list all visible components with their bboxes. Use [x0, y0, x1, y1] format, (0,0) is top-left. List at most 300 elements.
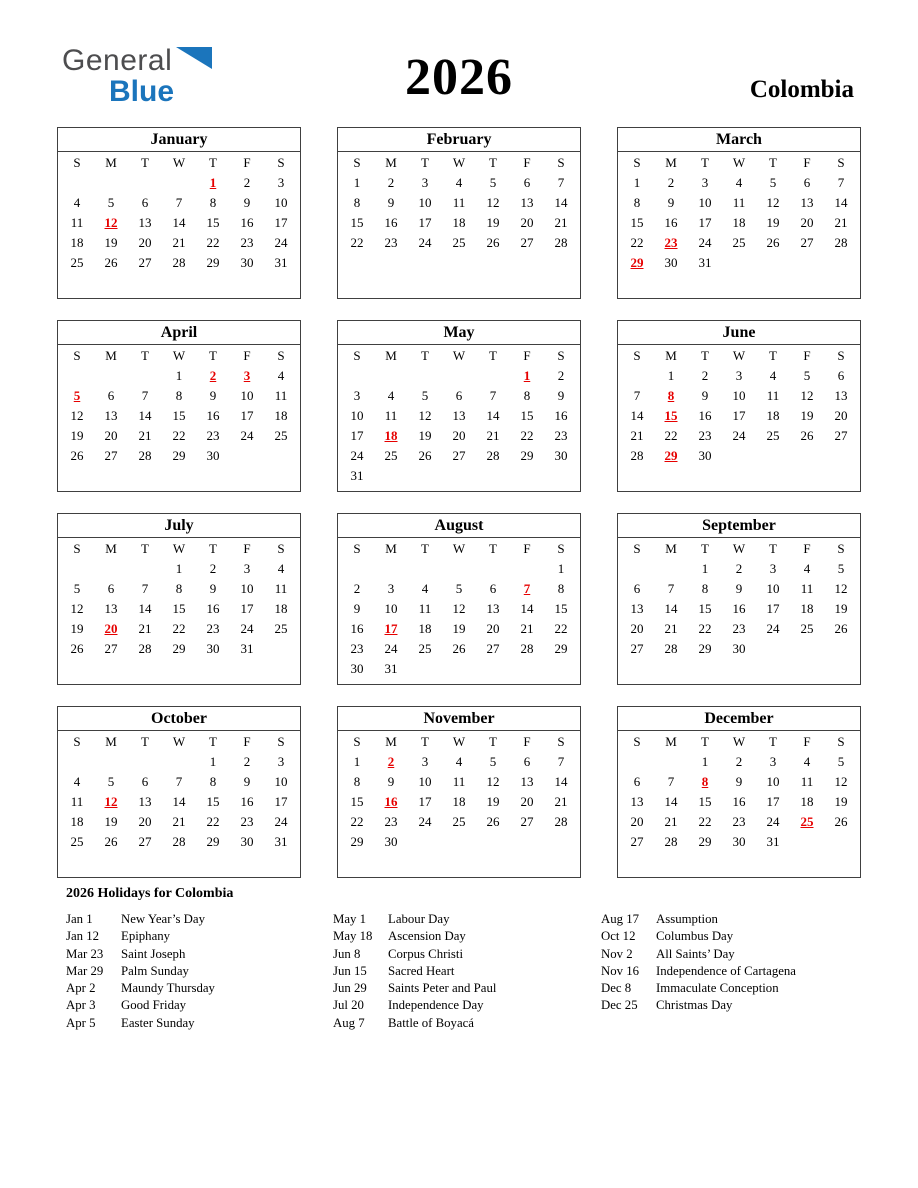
day-cell: 24	[418, 235, 432, 250]
day-cell: 30	[206, 448, 220, 463]
month-title: March	[618, 128, 860, 152]
day-cell: 21	[664, 814, 678, 829]
weekday-header: M	[385, 155, 397, 170]
day-cell: 23	[206, 621, 220, 636]
day-cell: 1	[633, 175, 641, 190]
day-cell: 22	[350, 814, 364, 829]
weekday-header: S	[557, 348, 565, 363]
day-cell: 28	[664, 834, 678, 849]
day-cell: 17	[274, 794, 288, 809]
day-cell: 13	[138, 215, 152, 230]
weekday-header: W	[732, 155, 746, 170]
month-grid	[58, 538, 300, 659]
day-cell: 21	[172, 814, 186, 829]
day-cell: 9	[701, 388, 709, 403]
day-cell: 28	[172, 255, 186, 270]
weekday-header: T	[209, 734, 217, 749]
weekday-header: T	[701, 348, 709, 363]
day-cell: 19	[70, 428, 84, 443]
weekday-header: S	[353, 541, 361, 556]
holiday-day-cell: 15	[664, 408, 678, 423]
day-cell: 6	[141, 774, 149, 789]
holiday-date: Aug 7	[333, 1015, 365, 1030]
day-cell: 14	[172, 215, 186, 230]
day-cell: 15	[630, 215, 644, 230]
weekday-header: M	[105, 155, 117, 170]
weekday-header: T	[489, 348, 497, 363]
day-cell: 11	[274, 581, 288, 596]
day-cell: 4	[803, 561, 811, 576]
day-cell: 22	[664, 428, 678, 443]
logo-text-general: General	[62, 44, 173, 77]
day-cell: 20	[452, 428, 466, 443]
holiday-day-cell: 5	[73, 388, 81, 403]
day-cell: 8	[523, 388, 531, 403]
day-cell: 13	[138, 794, 152, 809]
holiday-entry	[601, 946, 869, 963]
holiday-entry	[66, 911, 333, 928]
day-cell: 16	[206, 408, 220, 423]
day-cell: 19	[70, 621, 84, 636]
day-cell: 14	[520, 601, 534, 616]
month-grid	[338, 345, 580, 486]
holiday-name: New Year’s Day	[121, 912, 205, 926]
day-cell: 28	[554, 814, 568, 829]
day-cell: 8	[209, 195, 217, 210]
day-cell: 19	[104, 235, 118, 250]
day-cell: 28	[138, 448, 152, 463]
logo-text-blue: Blue	[109, 75, 175, 108]
day-cell: 17	[274, 215, 288, 230]
day-cell: 23	[206, 428, 220, 443]
day-cell: 20	[520, 794, 534, 809]
day-cell: 30	[732, 641, 746, 656]
empty-day-cell	[620, 752, 654, 772]
holiday-date: Mar 23	[66, 946, 104, 961]
weekday-header: S	[277, 155, 285, 170]
holiday-date: May 18	[333, 929, 373, 944]
day-cell: 3	[243, 561, 251, 576]
day-cell: 12	[418, 408, 432, 423]
weekday-header: M	[105, 348, 117, 363]
day-cell: 25	[384, 448, 398, 463]
holiday-date: Jun 29	[333, 981, 367, 996]
day-cell: 26	[800, 428, 814, 443]
holiday-entry	[66, 980, 333, 997]
holiday-date: May 1	[333, 912, 367, 926]
day-cell: 30	[732, 834, 746, 849]
holiday-date: Jun 8	[333, 946, 361, 961]
holiday-day-cell: 29	[630, 255, 644, 270]
day-cell: 14	[664, 794, 678, 809]
day-cell: 30	[384, 834, 398, 849]
day-cell: 6	[141, 195, 149, 210]
weekday-header: W	[452, 541, 466, 556]
day-cell: 9	[387, 195, 395, 210]
day-cell: 7	[667, 774, 675, 789]
day-cell: 27	[138, 834, 152, 849]
day-cell: 1	[209, 754, 217, 769]
day-cell: 11	[732, 195, 746, 210]
day-cell: 25	[766, 428, 780, 443]
day-cell: 21	[172, 235, 186, 250]
day-cell: 20	[630, 814, 644, 829]
day-cell: 29	[698, 641, 712, 656]
weekday-header: W	[172, 155, 186, 170]
empty-day-cell	[128, 366, 162, 386]
weekday-header: T	[769, 541, 777, 556]
holiday-date: Nov 16	[601, 963, 640, 978]
day-cell: 2	[667, 175, 675, 190]
day-cell: 13	[452, 408, 466, 423]
day-cell: 14	[554, 195, 568, 210]
weekday-header: T	[421, 734, 429, 749]
holiday-date: Apr 2	[66, 981, 96, 996]
day-cell: 29	[554, 641, 568, 656]
day-cell: 6	[837, 368, 845, 383]
holidays-section-title: 2026 Holidays for Colombia	[66, 886, 234, 901]
day-cell: 28	[834, 235, 848, 250]
weekday-header: S	[633, 155, 641, 170]
day-cell: 24	[240, 621, 254, 636]
day-cell: 8	[557, 581, 565, 596]
weekday-header: T	[769, 155, 777, 170]
day-cell: 3	[735, 368, 743, 383]
day-cell: 25	[274, 621, 288, 636]
day-cell: 19	[486, 215, 500, 230]
day-cell: 2	[243, 175, 251, 190]
day-cell: 16	[384, 215, 398, 230]
day-cell: 29	[172, 448, 186, 463]
day-cell: 21	[834, 215, 848, 230]
weekday-header: T	[489, 734, 497, 749]
holiday-name: Christmas Day	[656, 998, 733, 1013]
day-cell: 22	[172, 621, 186, 636]
day-cell: 19	[766, 215, 780, 230]
day-cell: 15	[520, 408, 534, 423]
day-cell: 2	[557, 368, 565, 383]
day-cell: 11	[418, 601, 432, 616]
day-cell: 1	[175, 561, 183, 576]
day-cell: 6	[107, 581, 115, 596]
day-cell: 11	[766, 388, 780, 403]
holiday-date: Jul 20	[333, 998, 364, 1013]
month-grid	[58, 345, 300, 466]
holiday-date: Oct 12	[601, 929, 636, 944]
year-title: 2026	[405, 49, 513, 106]
day-cell: 31	[350, 468, 364, 483]
day-cell: 15	[206, 794, 220, 809]
day-cell: 28	[486, 448, 500, 463]
holiday-entry	[333, 1015, 601, 1032]
day-cell: 18	[452, 215, 466, 230]
day-cell: 4	[455, 175, 463, 190]
holiday-date: Jan 12	[66, 929, 100, 944]
day-cell: 10	[418, 195, 432, 210]
month-title: July	[58, 514, 300, 538]
day-cell: 2	[735, 754, 743, 769]
day-cell: 3	[701, 175, 709, 190]
day-cell: 25	[274, 428, 288, 443]
day-cell: 12	[834, 581, 848, 596]
day-cell: 29	[520, 448, 534, 463]
day-cell: 14	[664, 601, 678, 616]
day-cell: 1	[557, 561, 565, 576]
day-cell: 8	[209, 774, 217, 789]
empty-day-cell	[60, 559, 94, 579]
empty-day-cell	[128, 173, 162, 193]
day-cell: 21	[520, 621, 534, 636]
weekday-header: W	[732, 541, 746, 556]
day-cell: 31	[766, 834, 780, 849]
day-cell: 14	[630, 408, 644, 423]
empty-day-cell	[94, 366, 128, 386]
day-cell: 23	[350, 641, 364, 656]
holiday-date: Mar 29	[66, 963, 104, 978]
day-cell: 15	[698, 794, 712, 809]
day-cell: 19	[800, 408, 814, 423]
weekday-header: M	[105, 541, 117, 556]
day-cell: 6	[523, 754, 531, 769]
day-cell: 26	[70, 641, 84, 656]
holiday-name: Ascension Day	[388, 929, 466, 944]
day-cell: 8	[175, 581, 183, 596]
holiday-entry	[66, 963, 333, 980]
day-cell: 7	[141, 581, 149, 596]
month-july	[57, 513, 301, 685]
month-december	[617, 706, 861, 878]
day-cell: 16	[732, 601, 746, 616]
weekday-header: S	[353, 348, 361, 363]
day-cell: 12	[486, 195, 500, 210]
holiday-entry	[333, 980, 601, 997]
holiday-entry	[333, 946, 601, 963]
day-cell: 20	[800, 215, 814, 230]
day-cell: 9	[667, 195, 675, 210]
day-cell: 21	[664, 621, 678, 636]
holiday-day-cell: 8	[667, 388, 675, 403]
day-cell: 18	[70, 235, 84, 250]
day-cell: 26	[766, 235, 780, 250]
holiday-day-cell: 25	[800, 814, 814, 829]
day-cell: 16	[554, 408, 568, 423]
weekday-header: S	[837, 155, 845, 170]
holiday-name: Battle of Boyacá	[388, 1015, 474, 1030]
day-cell: 4	[73, 774, 81, 789]
holiday-column-1	[66, 911, 333, 1032]
day-cell: 10	[240, 388, 254, 403]
empty-day-cell	[162, 173, 196, 193]
weekday-header: T	[141, 155, 149, 170]
day-cell: 3	[769, 754, 777, 769]
day-cell: 31	[384, 661, 398, 676]
day-cell: 24	[240, 428, 254, 443]
day-cell: 18	[800, 601, 814, 616]
day-cell: 12	[70, 408, 84, 423]
holiday-day-cell: 23	[664, 235, 678, 250]
month-title: December	[618, 707, 860, 731]
day-cell: 18	[274, 601, 288, 616]
weekday-header: S	[353, 734, 361, 749]
day-cell: 27	[104, 448, 118, 463]
weekday-header: T	[209, 348, 217, 363]
day-cell: 13	[104, 408, 118, 423]
day-cell: 15	[206, 215, 220, 230]
weekday-header: T	[141, 348, 149, 363]
day-cell: 14	[138, 408, 152, 423]
day-cell: 9	[735, 581, 743, 596]
day-cell: 27	[104, 641, 118, 656]
holiday-day-cell: 3	[243, 368, 251, 383]
day-cell: 24	[274, 235, 288, 250]
weekday-header: S	[277, 734, 285, 749]
day-cell: 10	[698, 195, 712, 210]
day-cell: 23	[732, 814, 746, 829]
day-cell: 7	[175, 195, 183, 210]
empty-day-cell	[374, 559, 408, 579]
day-cell: 5	[769, 175, 777, 190]
day-cell: 4	[769, 368, 777, 383]
day-cell: 3	[277, 175, 285, 190]
holiday-name: Saints Peter and Paul	[388, 981, 497, 996]
day-cell: 1	[701, 754, 709, 769]
day-cell: 8	[701, 581, 709, 596]
day-cell: 1	[701, 561, 709, 576]
holiday-day-cell: 8	[701, 774, 709, 789]
day-cell: 16	[664, 215, 678, 230]
weekday-header: F	[243, 541, 251, 556]
day-cell: 7	[667, 581, 675, 596]
weekday-header: F	[523, 541, 531, 556]
holiday-name: Corpus Christi	[388, 946, 464, 961]
weekday-header: M	[665, 734, 677, 749]
day-cell: 9	[209, 581, 217, 596]
day-cell: 26	[104, 834, 118, 849]
day-cell: 8	[633, 195, 641, 210]
day-cell: 29	[206, 834, 220, 849]
day-cell: 24	[384, 641, 398, 656]
day-cell: 16	[698, 408, 712, 423]
day-cell: 9	[209, 388, 217, 403]
weekday-header: S	[837, 734, 845, 749]
holiday-day-cell: 29	[664, 448, 678, 463]
day-cell: 11	[452, 195, 466, 210]
holiday-entry	[601, 963, 869, 980]
day-cell: 10	[384, 601, 398, 616]
day-cell: 5	[489, 754, 497, 769]
empty-day-cell	[94, 173, 128, 193]
weekday-header: S	[73, 348, 81, 363]
month-grid	[618, 731, 860, 852]
day-cell: 30	[350, 661, 364, 676]
day-cell: 7	[557, 754, 565, 769]
day-cell: 31	[274, 255, 288, 270]
day-cell: 25	[732, 235, 746, 250]
holiday-name: Independence Day	[388, 998, 484, 1013]
day-cell: 30	[664, 255, 678, 270]
day-cell: 8	[353, 774, 361, 789]
weekday-header: F	[803, 541, 811, 556]
day-cell: 18	[732, 215, 746, 230]
day-cell: 6	[455, 388, 463, 403]
weekday-header: W	[452, 734, 466, 749]
day-cell: 26	[834, 621, 848, 636]
day-cell: 20	[486, 621, 500, 636]
day-cell: 7	[141, 388, 149, 403]
holiday-date: Dec 25	[601, 998, 638, 1013]
day-cell: 4	[277, 368, 285, 383]
day-cell: 13	[486, 601, 500, 616]
day-cell: 4	[421, 581, 429, 596]
empty-day-cell	[620, 559, 654, 579]
day-cell: 6	[523, 175, 531, 190]
weekday-header: S	[277, 348, 285, 363]
day-cell: 2	[735, 561, 743, 576]
day-cell: 1	[175, 368, 183, 383]
day-cell: 23	[384, 235, 398, 250]
day-cell: 30	[698, 448, 712, 463]
day-cell: 11	[800, 774, 814, 789]
weekday-header: T	[701, 734, 709, 749]
day-cell: 31	[240, 641, 254, 656]
holiday-entry	[66, 1015, 333, 1032]
empty-day-cell	[94, 752, 128, 772]
day-cell: 15	[350, 215, 364, 230]
holiday-day-cell: 7	[523, 581, 531, 596]
weekday-header: M	[665, 541, 677, 556]
day-cell: 12	[452, 601, 466, 616]
weekday-header: F	[523, 348, 531, 363]
empty-day-cell	[476, 559, 510, 579]
day-cell: 11	[452, 774, 466, 789]
weekday-header: M	[385, 348, 397, 363]
day-cell: 14	[486, 408, 500, 423]
day-cell: 30	[554, 448, 568, 463]
holiday-name: Independence of Cartagena	[656, 963, 796, 978]
holiday-day-cell: 16	[384, 794, 398, 809]
weekday-header: M	[665, 155, 677, 170]
month-title: October	[58, 707, 300, 731]
day-cell: 26	[452, 641, 466, 656]
month-grid	[618, 538, 860, 659]
month-title: May	[338, 321, 580, 345]
month-grid	[338, 152, 580, 253]
day-cell: 18	[452, 794, 466, 809]
day-cell: 3	[769, 561, 777, 576]
day-cell: 12	[834, 774, 848, 789]
day-cell: 10	[732, 388, 746, 403]
holiday-day-cell: 1	[209, 175, 217, 190]
holiday-name: Good Friday	[121, 998, 187, 1013]
day-cell: 5	[73, 581, 81, 596]
holiday-entry	[601, 997, 869, 1014]
day-cell: 17	[350, 428, 364, 443]
month-title: April	[58, 321, 300, 345]
day-cell: 27	[486, 641, 500, 656]
weekday-header: F	[523, 155, 531, 170]
weekday-header: T	[489, 155, 497, 170]
day-cell: 2	[387, 175, 395, 190]
day-cell: 10	[274, 774, 288, 789]
day-cell: 15	[172, 408, 186, 423]
day-cell: 19	[104, 814, 118, 829]
holiday-date: Jun 15	[333, 963, 367, 978]
holiday-entry	[601, 980, 869, 997]
day-cell: 25	[70, 255, 84, 270]
day-cell: 9	[557, 388, 565, 403]
day-cell: 9	[735, 774, 743, 789]
holiday-date: Aug 17	[601, 912, 640, 926]
